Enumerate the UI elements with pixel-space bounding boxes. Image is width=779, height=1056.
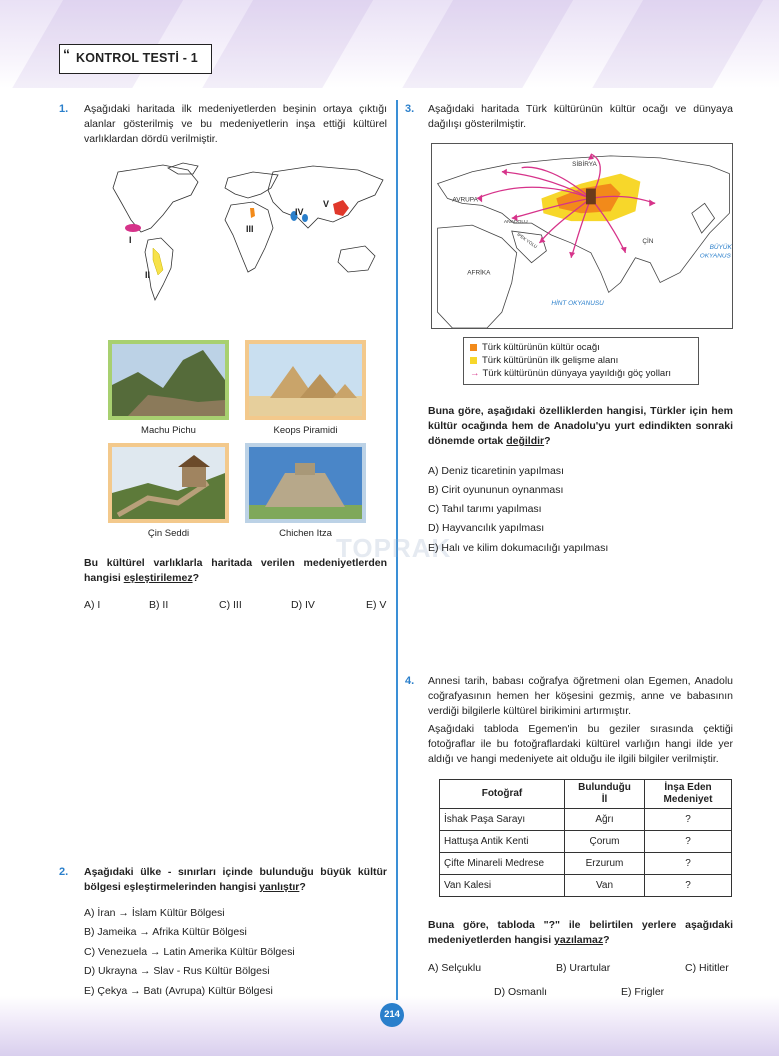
q3-option-a[interactable]: A) Deniz ticaretinin yapılması bbox=[428, 465, 564, 477]
question-1-text: Aşağıdaki haritada ilk medeniyetlerden beşinin ortaya çıktığı alanlar gösterilmiş ve bu medeniyetlerin inşa ettiği kültürel varlıklardan dördü verilmiştir. bbox=[84, 103, 387, 145]
legend-swatch-orange bbox=[470, 344, 477, 351]
question-4-number: 4. bbox=[405, 675, 415, 687]
question-3-prompt bbox=[428, 404, 733, 449]
table-header-medeniyet: İnşa Eden Medeniyet bbox=[645, 780, 732, 809]
map-label-anadolu: ANADOLU bbox=[503, 220, 528, 226]
question-3-prompt-b: ? bbox=[544, 435, 551, 447]
table-row bbox=[440, 875, 732, 897]
map-label-yollari: İPEK YOLU bbox=[516, 231, 539, 250]
legend-label-gelisme: Türk kültürünün ilk gelişme alanı bbox=[482, 355, 619, 366]
legend-swatch-yellow bbox=[470, 357, 477, 364]
caption-chichen-itza: Chichen Itza bbox=[279, 528, 332, 539]
question-4-text-1: Annesi tarih, babası coğrafya öğretmeni olan Egemen, Anadolu coğrafyasının hemen her köşesini gezmiş, anne ve babasının verdiği bilgilerle kültürel birikimini artırmıştır. bbox=[428, 675, 733, 717]
world-map-q1 bbox=[103, 160, 393, 315]
table-header-il: Bulunduğu İl bbox=[565, 780, 645, 809]
q2-option-e[interactable]: E) Çekya → Batı (Avrupa) Kültür Bölgesi bbox=[84, 985, 273, 997]
question-4-prompt-key: yazılamaz bbox=[554, 934, 604, 946]
question-4-prompt-b: ? bbox=[603, 934, 610, 946]
q1-option-b[interactable]: B) II bbox=[149, 599, 169, 611]
legend-label-goc: Türk kültürünün dünyaya yayıldığı göç yolları bbox=[482, 368, 672, 379]
question-1-prompt bbox=[84, 556, 387, 586]
q3-option-d[interactable]: D) Hayvancılık yapılması bbox=[428, 522, 545, 534]
horseman-icon bbox=[586, 189, 596, 205]
map-label-I: I bbox=[129, 235, 132, 245]
table-cell-il: Ağrı bbox=[565, 809, 645, 831]
table-header-row bbox=[440, 780, 732, 809]
table-row bbox=[440, 853, 732, 875]
map-asia bbox=[268, 166, 383, 228]
question-4-prompt-a: Buna göre, tabloda "?" ile belirtilen yerlere aşağıdaki medeniyetlerden hangisi bbox=[428, 919, 733, 946]
map-label-II: II bbox=[145, 270, 151, 280]
table-cell-medeniyet: ? bbox=[645, 831, 732, 853]
q2-option-c[interactable]: C) Venezuela → Latin Amerika Kültür Bölgesi bbox=[84, 946, 295, 958]
q4-option-b[interactable]: B) Urartular bbox=[556, 962, 611, 974]
caption-cin-seddi: Çin Seddi bbox=[147, 528, 190, 539]
map-label-hint: HİNT OKYANUSU bbox=[551, 300, 604, 308]
question-1-number: 1. bbox=[59, 103, 69, 115]
q3-option-e[interactable]: E) Halı ve kilim dokumacılığı yapılması bbox=[428, 542, 609, 554]
question-2-number: 2. bbox=[59, 866, 69, 878]
q1-option-c[interactable]: C) III bbox=[219, 599, 242, 611]
q2-option-d[interactable]: D) Ukrayna → Slav - Rus Kültür Bölgesi bbox=[84, 965, 270, 977]
q2-option-b[interactable]: B) Jameika → Afrika Kültür Bölgesi bbox=[84, 926, 247, 938]
map-label-avrupa: AVRUPA bbox=[452, 196, 478, 204]
question-2-prompt-b: ? bbox=[299, 881, 306, 893]
q4-option-c[interactable]: C) Hititler bbox=[685, 962, 729, 974]
question-2-prompt-key: yanlıştır bbox=[259, 881, 300, 893]
question-1-prompt-b: ? bbox=[192, 572, 199, 584]
arrow-right-icon: → bbox=[470, 368, 480, 379]
map-label-buyuk: BÜYÜK bbox=[709, 243, 732, 251]
caption-machu-pichu: Machu Pichu bbox=[141, 425, 196, 436]
table-cell-medeniyet: ? bbox=[645, 853, 732, 875]
table-cell-photo: Van Kalesi bbox=[440, 875, 565, 897]
q4-option-e[interactable]: E) Frigler bbox=[621, 986, 665, 998]
table-cell-photo: Çifte Minareli Medrese bbox=[440, 853, 565, 875]
test-title bbox=[59, 44, 212, 74]
q1-option-d[interactable]: D) IV bbox=[291, 599, 315, 611]
question-3-number: 3. bbox=[405, 103, 415, 115]
table-row bbox=[440, 809, 732, 831]
legend-item-gelisme bbox=[470, 354, 692, 367]
region-I bbox=[125, 224, 141, 232]
legend-item-goc bbox=[470, 367, 692, 380]
watermark: TOPRAK bbox=[336, 533, 452, 563]
region-III bbox=[250, 208, 255, 218]
question-1-prompt-a: Bu kültürel varlıklarla haritada verilen medeniyetlerden hangisi bbox=[84, 557, 387, 584]
photo-chichen-itza bbox=[245, 443, 366, 523]
question-3-prompt-key: değildir bbox=[506, 435, 545, 447]
table-cell-il: Van bbox=[565, 875, 645, 897]
map-label-afrika: AFRİKA bbox=[467, 269, 491, 277]
table-cell-medeniyet: ? bbox=[645, 875, 732, 897]
legend-item-ocak bbox=[470, 341, 692, 354]
question-3-prompt-a: Buna göre, aşağıdaki özelliklerden hangisi, Türkler için hem kültür ocağında hem de Anadolu'yu yurt edindikten sonraki dönemde ortak bbox=[428, 405, 733, 447]
question-4-text-2: Aşağıdaki tabloda Egemen'in bu geziler sırasında çektiği fotoğraflar ile bu fotoğraflardaki kültürel varlığın hangi ilde yer aldığı ve hangi medeniyete ait olduğu ile ilgili bilgiler verilmiştir. bbox=[428, 723, 733, 765]
q4-option-d[interactable]: D) Osmanlı bbox=[494, 986, 548, 998]
turk-culture-map bbox=[431, 143, 733, 329]
table-cell-medeniyet: ? bbox=[645, 809, 732, 831]
map-australia bbox=[338, 246, 375, 272]
map-africa bbox=[225, 202, 273, 272]
table-header-fotograf: Fotoğraf bbox=[440, 780, 565, 809]
q4-option-a[interactable]: A) Selçuklu bbox=[428, 962, 482, 974]
q3-option-c[interactable]: C) Tahıl tarımı yapılması bbox=[428, 503, 542, 515]
q2-option-a[interactable]: A) İran → İslam Kültür Bölgesi bbox=[84, 907, 225, 919]
legend-label-ocak: Türk kültürünün kültür ocağı bbox=[482, 342, 600, 353]
map-label-sibirya: SİBİRYA bbox=[572, 160, 597, 168]
photo-machu-pichu bbox=[108, 340, 229, 420]
map-label-III: III bbox=[246, 224, 254, 234]
caption-keops-piramidi: Keops Piramidi bbox=[273, 425, 338, 436]
question-2-prompt bbox=[84, 865, 387, 895]
map-greenland bbox=[168, 163, 198, 174]
heritage-table bbox=[439, 779, 732, 897]
region-II bbox=[153, 248, 163, 275]
question-4-prompt bbox=[428, 918, 733, 948]
map-label-IV: IV bbox=[295, 207, 304, 217]
test-title-text: KONTROL TESTİ - 1 bbox=[76, 51, 198, 65]
map-label-cin: ÇİN bbox=[642, 237, 654, 245]
photo-keops-piramidi bbox=[245, 340, 366, 420]
q3-option-b[interactable]: B) Cirit oyununun oynanması bbox=[428, 484, 564, 496]
table-row bbox=[440, 831, 732, 853]
table-cell-photo: İshak Paşa Sarayı bbox=[440, 809, 565, 831]
q1-option-e[interactable]: E) V bbox=[366, 599, 387, 611]
table-cell-il: Erzurum bbox=[565, 853, 645, 875]
question-3-text: Aşağıdaki haritada Türk kültürünün kültür ocağı ve dünyaya dağılışı gösterilmiştir. bbox=[428, 103, 733, 130]
table-cell-il: Çorum bbox=[565, 831, 645, 853]
page-number: 214 bbox=[380, 1003, 404, 1027]
map-label-V: V bbox=[323, 199, 330, 209]
photo-cin-seddi bbox=[108, 443, 229, 523]
quote-icon: “ bbox=[63, 46, 71, 62]
question-2-prompt-a: Aşağıdaki ülke - sınırları içinde bulunduğu büyük kültür bölgesi eşleştirmelerinden hangisi bbox=[84, 866, 387, 893]
map-north-america bbox=[113, 165, 198, 232]
map-legend bbox=[463, 337, 699, 385]
region-V bbox=[333, 200, 349, 216]
table-cell-photo: Hattuşa Antik Kenti bbox=[440, 831, 565, 853]
q1-option-a[interactable]: A) I bbox=[84, 599, 101, 611]
question-1-prompt-key: eşleştirilemez bbox=[123, 572, 193, 584]
map-label-okyanus: OKYANUS bbox=[699, 252, 731, 260]
